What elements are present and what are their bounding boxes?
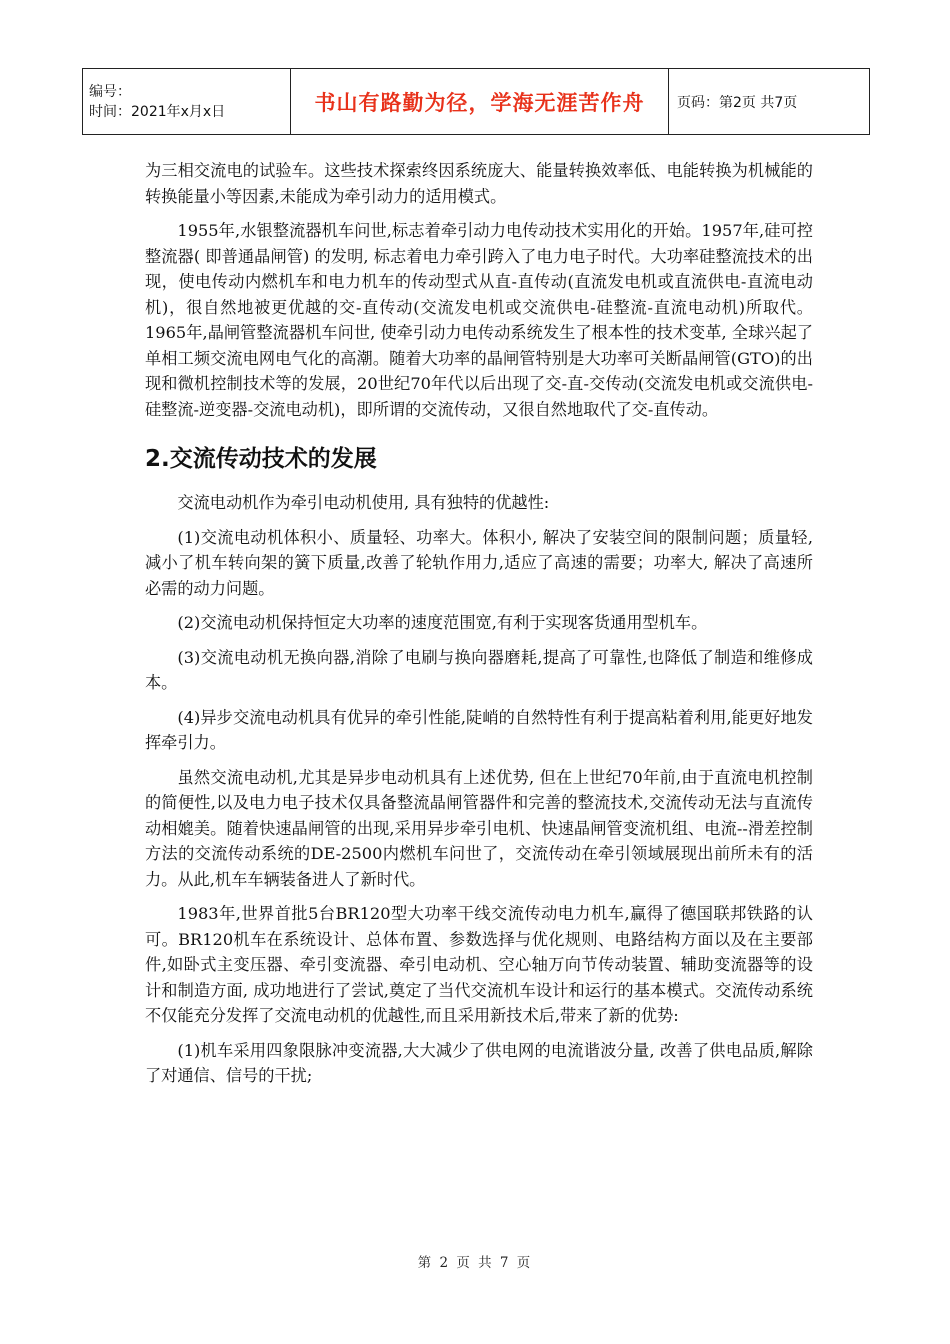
motto-text: 书山有路勤为径，学海无涯苦作舟 xyxy=(314,90,645,115)
body-paragraph: 交流电动机作为牵引电动机使用, 具有独特的优越性: xyxy=(177,493,550,512)
header-table xyxy=(82,68,870,135)
body-paragraph: 1955年,水银整流器机车问世,标志着牵引动力电传动技术实用化的开始。1957年,硅可控整流器( 即普通晶闸管) 的发明, 标志着电力牵引跨入了电力电子时代。大功率硅整流技术的出现，使电传动内燃机车和电力机车的传动型式从直-直传动(直流发电机或直流供电-直流电动机)，很自然地被更优越的交-直传动(交流发电机或交流供电-硅整流-直流电动机)所取代。1965年,晶闸管整流器机车问世, 使牵引动力电传动系统发生了根本性的技术变革, 全球兴起了单相工频交流电网电气化的高潮。随着大功率的晶闸管特别是大功率可关断晶闸管(GTO)的出现和微机控制技术等的发展，20世纪70年代以后出现了交-直-交传动(交流发电机或交流供电-硅整流-逆变器-交流电动机)，即所谓的交流传动，又很自然地取代了交-直传动。 xyxy=(145,221,813,419)
page-footer: 第 2 页 共 7 页 xyxy=(417,1255,533,1271)
serial-number-label: 编号： xyxy=(89,83,131,100)
body-paragraph: 虽然交流电动机,尤其是异步电动机具有上述优势, 但在上世纪70年前,由于直流电机控制的简便性,以及电力电子技术仅具备整流晶闸管器件和完善的整流技术,交流传动无法与直流传动相媲美。随着快速晶闸管的出现,采用异步牵引电机、快速晶闸管变流机组、电流--滑差控制方法的交流传动系统的DE-2500内燃机车问世了，交流传动在牵引领域展现出前所未有的活力。从此,机车车辆装备进人了新时代。 xyxy=(145,767,813,889)
section-heading: 2.交流传动技术的发展 xyxy=(145,446,377,472)
body-paragraph: (2)交流电动机保持恒定大功率的速度范围宽,有利于实现客货通用型机车。 xyxy=(177,613,708,632)
body-paragraph: 为三相交流电的试验车。这些技术探索终因系统庞大、能量转换效率低、电能转换为机械能的转换能量小等因素,未能成为牵引动力的适用模式。 xyxy=(145,161,813,206)
body-paragraph: 1983年,世界首批5台BR120型大功率干线交流传动电力机车,赢得了德国联邦铁路的认可。BR120机车在系统设计、总体布置、参数选择与优化规则、电路结构方面以及在主要部件,如卧式主变压器、牵引变流器、牵引电动机、空心轴万向节传动装置、辅助变流器等的设计和制造方面, 成功地进行了尝试,奠定了当代交流机车设计和运行的基本模式。交流传动系统不仅能充分发挥了交流电动机的优越性,而且采用新技术后,带来了新的优势: xyxy=(145,904,813,1025)
body-paragraph: (4)异步交流电动机具有优异的牵引性能,陡峭的自然特性有利于提高粘着利用,能更好地发挥牵引力。 xyxy=(145,707,813,752)
header-meta-cell xyxy=(83,69,291,135)
document-body xyxy=(145,158,813,1098)
date-label: 时间：2021年x月x日 xyxy=(89,103,226,120)
page-info-text: 页码：第2页 共7页 xyxy=(677,94,798,111)
page-info-cell xyxy=(669,69,870,135)
body-paragraph: (1)交流电动机体积小、质量轻、功率大。体积小, 解决了安装空间的限制问题；质量轻, 减小了机车转向架的簧下质量,改善了轮轨作用力,适应了高速的需要；功率大, 解决了高速所必需的动力问题。 xyxy=(145,527,813,598)
motto-cell xyxy=(291,69,669,135)
body-paragraph: (1)机车采用四象限脉冲变流器,大大减少了供电网的电流谐波分量, 改善了供电品质,解除了对通信、信号的干扰; xyxy=(145,1040,813,1085)
body-paragraph: (3)交流电动机无换向器,消除了电刷与换向器磨耗,提高了可靠性,也降低了制造和维修成本。 xyxy=(145,647,813,692)
